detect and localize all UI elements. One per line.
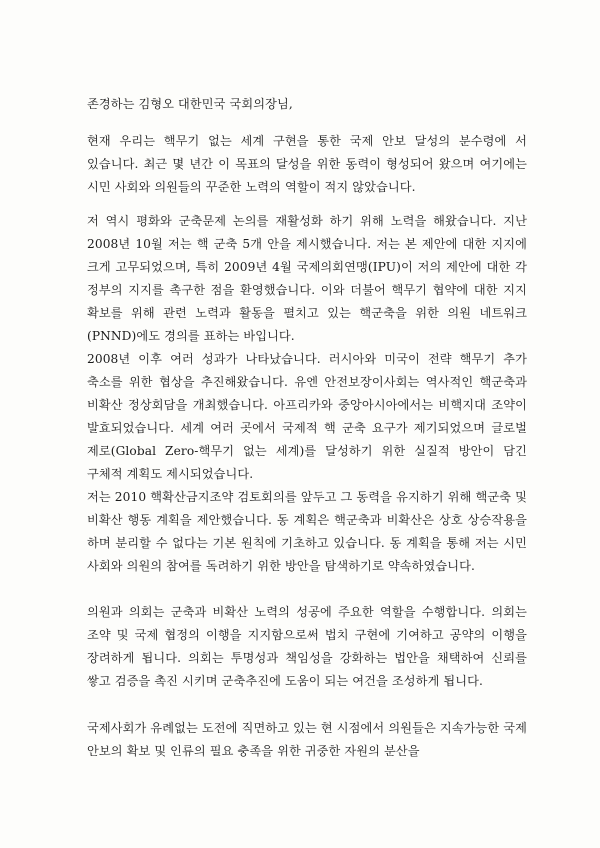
paragraph-2: 저 역시 평화와 군축문제 논의를 재활성화 하기 위해 노력을 해왔습니다. 지난 2008년 10월 저는 핵 군축 5개 안을 제시했습니다. 저는 본 제안에 대한 지지에 크게 고무되었으며, 특히 2009년 4월 국제의회연맹(IPU)이 저의 제안에 대한 각 정부의 지지를 촉구한 점을 환영했습니다. 이와 더불어 핵무기 협약에 대한 지지 확보를 위해 관련 노력과 활동을 펼치고 있는 핵군축을 위한 의원 네트워크(PNND)에도 경의를 표하는 바입니다. [87,214,527,343]
paragraph-6: 국제사회가 유례없는 도전에 직면하고 있는 현 시점에서 의원들은 지속가능한 국제 안보의 확보 및 인류의 필요 충족을 위한 귀중한 자원의 분산을 [87,721,527,758]
paragraph-5: 의원과 의회는 군축과 비확산 노력의 성공에 주요한 역할을 수행합니다. 의회는 조약 및 국제 협정의 이행을 지지함으로써 법치 구현에 기여하고 공약의 이행을 장려하게 됩니다. 의회는 투명성과 책임성을 강화하는 법안을 채택하여 신뢰를 쌓고 검증을 촉진 시키며 군축추진에 도움이 되는 여건을 조성하게 됩니다. [87,605,527,688]
paragraph-1: 현재 우리는 핵무기 없는 세계 구현을 통한 국제 안보 달성의 분수령에 서 있습니다. 최근 몇 년간 이 목표의 달성을 위한 동력이 형성되어 왔으며 여기에는 시민 사회와 의원들의 꾸준한 노력의 역할이 적지 않았습니다. [87,134,527,194]
paragraph-3: 2008년 이후 여러 성과가 나타났습니다. 러시아와 미국이 전략 핵무기 추가 축소를 위한 협상을 추진해왔습니다. 유엔 안전보장이사회는 역사적인 핵군축과 비확산 정상회담을 개최했습니다. 아프리카와 중앙아시아에서는 비핵지대 조약이 발효되었습니다. 세계 여러 곳에서 국제적 핵 군축 요구가 제기되었으며 글로벌 제로(Global Zero-핵무기 없는 세계)를 달성하기 위한 실질적 방안이 담긴 구체적 계획도 제시되었습니다. [87,352,527,481]
paragraph-4: 저는 2010 핵확산금지조약 검토회의를 앞두고 그 동력을 유지하기 위해 핵군축 및 비확산 행동 계획을 제안했습니다. 동 계획은 핵군축과 비확산은 상호 상승작용을 하며 분리할 수 없다는 기본 원칙에 기초하고 있습니다. 동 계획을 통해 저는 시민 사회와 의원의 참여를 독려하기 위한 방안을 탐색하기로 약속하였습니다. [87,490,527,573]
salutation: 존경하는 김형오 대한민국 국회의장님, [87,97,293,111]
